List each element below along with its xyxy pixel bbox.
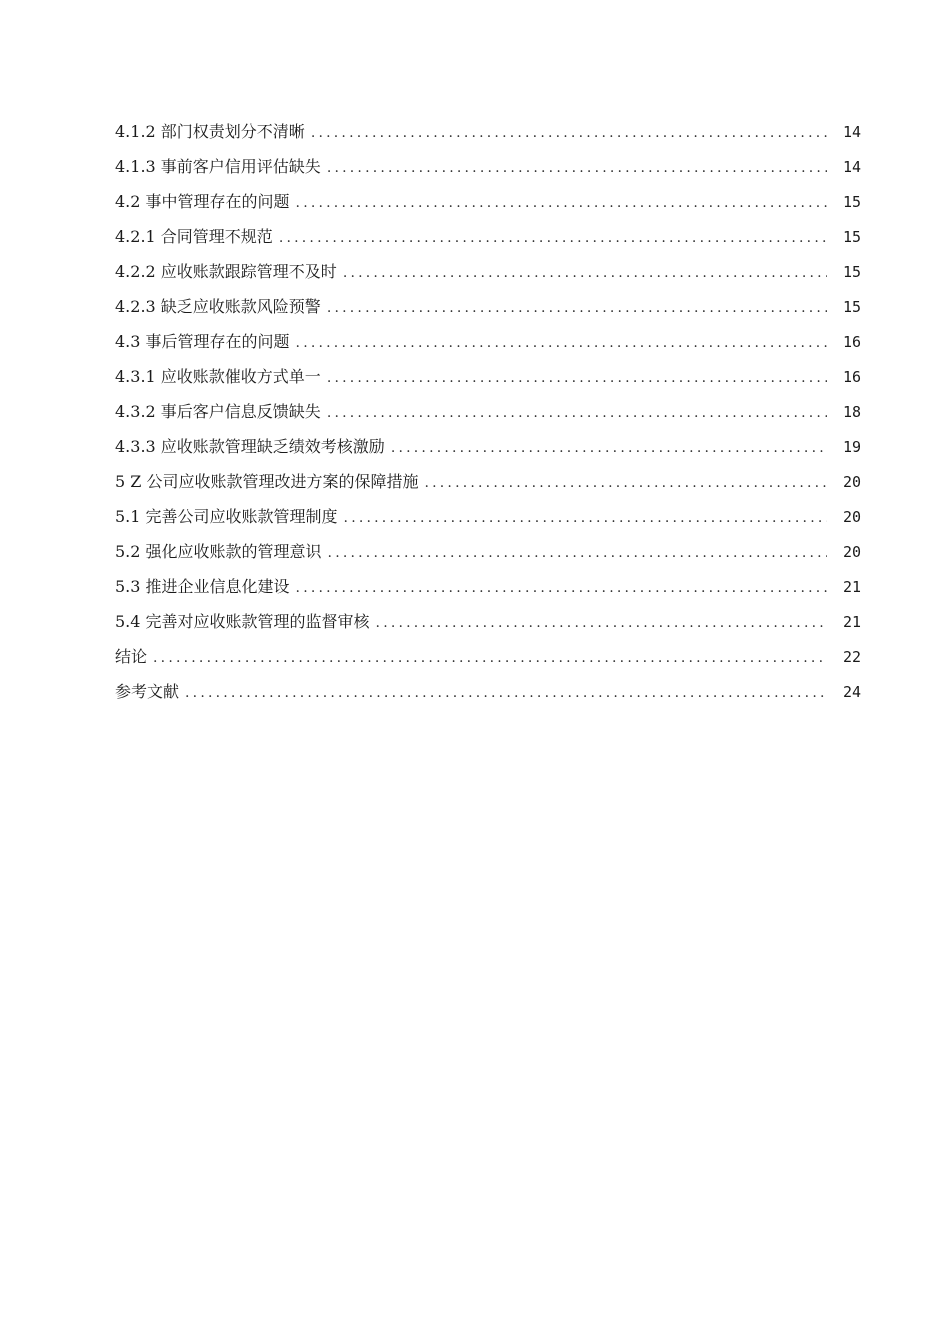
- toc-entry-title: 4.2.2 应收账款跟踪管理不及时: [115, 262, 337, 281]
- toc-entry-page: 21: [842, 578, 861, 596]
- toc-entry-page: 18: [842, 403, 861, 421]
- toc-entry[interactable]: [115, 569, 861, 604]
- table-of-contents: [115, 114, 861, 709]
- toc-entry-title: 4.3.2 事后客户信息反馈缺失: [115, 402, 321, 421]
- toc-dot-leader: [296, 186, 827, 221]
- toc-entry-title: 4.2 事中管理存在的问题: [115, 192, 290, 211]
- toc-entry-page: 20: [842, 543, 861, 561]
- toc-entry-title: 4.1.3 事前客户信用评估缺失: [115, 157, 321, 176]
- toc-entry-page: 15: [842, 298, 861, 316]
- toc-dot-leader: [296, 571, 827, 606]
- toc-entry-title: 4.2.1 合同管理不规范: [115, 227, 273, 246]
- toc-entry-page: 22: [842, 648, 861, 666]
- toc-entry-page: 16: [842, 368, 861, 386]
- toc-entry-title: 5 Z 公司应收账款管理改进方案的保障措施: [115, 472, 419, 491]
- toc-entry-title: 5.2 强化应收账款的管理意识: [115, 542, 322, 561]
- toc-dot-leader: [327, 361, 827, 396]
- toc-dot-leader: [185, 676, 827, 711]
- toc-dot-leader: [343, 256, 827, 291]
- toc-entry[interactable]: [115, 219, 861, 254]
- toc-dot-leader: [279, 221, 827, 256]
- toc-entry[interactable]: [115, 184, 861, 219]
- toc-dot-leader: [327, 291, 827, 326]
- toc-entry-page: 19: [842, 438, 861, 456]
- toc-entry-page: 15: [842, 228, 861, 246]
- toc-dot-leader: [153, 641, 827, 676]
- toc-entry-title: 5.1 完善公司应收账款管理制度: [115, 507, 338, 526]
- toc-entry-title: 4.2.3 缺乏应收账款风险预警: [115, 297, 321, 316]
- toc-entry-page: 20: [842, 473, 861, 491]
- toc-dot-leader: [391, 431, 827, 466]
- toc-entry[interactable]: [115, 289, 861, 324]
- toc-entry-title: 5.4 完善对应收账款管理的监督审核: [115, 612, 370, 631]
- toc-dot-leader: [424, 466, 827, 501]
- toc-entry[interactable]: [115, 394, 861, 429]
- toc-dot-leader: [376, 606, 827, 641]
- toc-entry[interactable]: [115, 464, 861, 499]
- toc-dot-leader: [311, 116, 827, 151]
- toc-entry[interactable]: [115, 254, 861, 289]
- toc-entry-page: 24: [842, 683, 861, 701]
- toc-dot-leader: [327, 396, 827, 431]
- toc-entry[interactable]: [115, 114, 861, 149]
- toc-entry[interactable]: [115, 149, 861, 184]
- toc-entry[interactable]: [115, 534, 861, 569]
- toc-entry[interactable]: [115, 429, 861, 464]
- toc-entry[interactable]: [115, 324, 861, 359]
- toc-entry-page: 15: [842, 193, 861, 211]
- toc-dot-leader: [328, 536, 827, 571]
- toc-entry-title: 参考文献: [115, 682, 180, 701]
- toc-entry-page: 21: [842, 613, 861, 631]
- toc-entry-title: 4.3.1 应收账款催收方式单一: [115, 367, 321, 386]
- toc-entry-page: 14: [842, 123, 861, 141]
- toc-entry-page: 16: [842, 333, 861, 351]
- toc-entry-page: 14: [842, 158, 861, 176]
- toc-entry-title: 5.3 推进企业信息化建设: [115, 577, 290, 596]
- toc-dot-leader: [327, 151, 827, 186]
- toc-entry-title: 4.3.3 应收账款管理缺乏绩效考核激励: [115, 437, 385, 456]
- toc-entry[interactable]: [115, 604, 861, 639]
- toc-entry-title: 4.1.2 部门权责划分不清晰: [115, 122, 305, 141]
- toc-entry[interactable]: [115, 639, 861, 674]
- toc-entry-page: 15: [842, 263, 861, 281]
- toc-entry-page: 20: [842, 508, 861, 526]
- toc-entry[interactable]: [115, 359, 861, 394]
- toc-entry-title: 结论: [115, 647, 148, 666]
- toc-entry-title: 4.3 事后管理存在的问题: [115, 332, 290, 351]
- toc-dot-leader: [344, 501, 827, 536]
- toc-entry[interactable]: [115, 499, 861, 534]
- toc-entry[interactable]: [115, 674, 861, 709]
- toc-dot-leader: [296, 326, 827, 361]
